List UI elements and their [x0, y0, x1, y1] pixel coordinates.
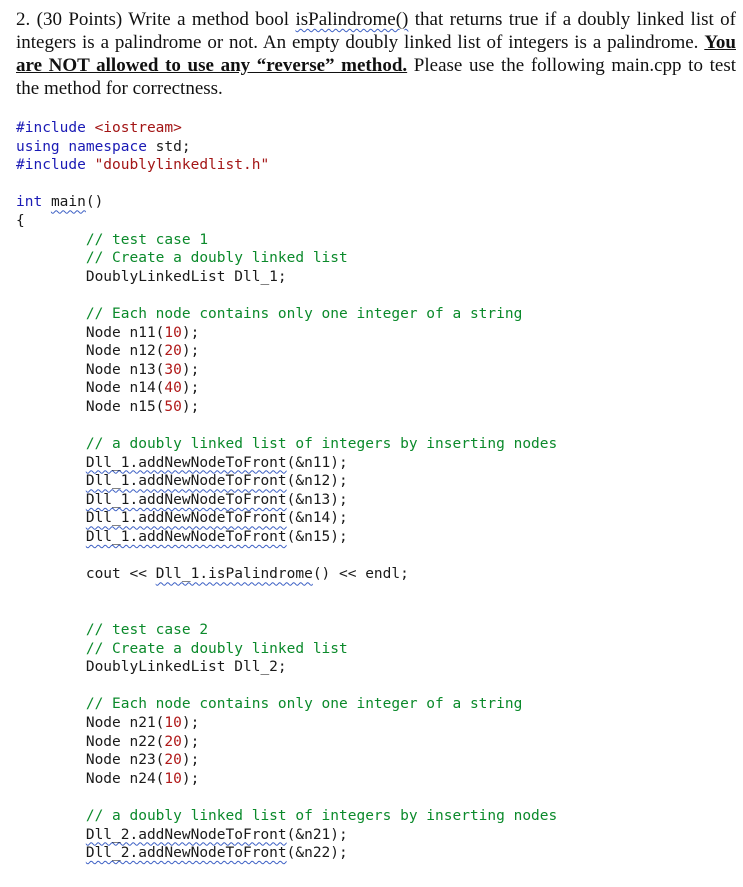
code-text: Node n24( [85, 770, 165, 787]
code-text: ); [181, 752, 200, 769]
code-line-node [16, 714, 557, 733]
code-line-comment [16, 435, 557, 454]
code-line-cout [16, 565, 557, 584]
code-text: (&n11); [286, 454, 348, 471]
code-method-call: Dll_1.addNewNodeToFront [85, 510, 287, 527]
code-comment: // test case 2 [85, 622, 209, 639]
code-line-main-decl [16, 193, 557, 212]
code-line-blank [16, 602, 557, 621]
code-line-insert [16, 844, 557, 863]
code-text: Node n11( [85, 324, 165, 341]
code-line-insert [16, 491, 557, 510]
code-line-comment [16, 249, 557, 268]
code-text: Node n15( [85, 398, 165, 415]
code-line-blank [16, 175, 557, 194]
code-comment: // a doubly linked list of integers by inserting nodes [85, 807, 558, 824]
code-keyword: #include [16, 120, 86, 136]
question-constraint: You are NOT allowed to use any “reverse” method. [16, 32, 736, 76]
code-number: 20 [164, 752, 182, 769]
code-text: (&n13); [286, 491, 348, 508]
code-line-node [16, 342, 557, 361]
code-line-using-namespace [16, 138, 557, 157]
code-text: ); [181, 361, 200, 378]
code-method-call: Dll_2.addNewNodeToFront [85, 826, 287, 843]
code-line-insert [16, 528, 557, 547]
code-method-call: Dll_1.addNewNodeToFront [85, 529, 287, 546]
code-text: Node n22( [85, 733, 165, 750]
question-paragraph [16, 8, 736, 100]
code-text: ); [181, 398, 200, 415]
code-method-call: Dll_1.addNewNodeToFront [85, 491, 287, 508]
code-number: 10 [164, 770, 182, 787]
code-text: ); [181, 733, 200, 750]
code-text: (&n21); [286, 826, 348, 843]
code-line-node [16, 751, 557, 770]
question-method-name: isPalindrome() [295, 9, 409, 30]
code-line-insert [16, 509, 557, 528]
code-line-comment [16, 621, 557, 640]
code-comment: // Create a doubly linked list [85, 250, 348, 267]
code-line-comment [16, 695, 557, 714]
code-number: 30 [164, 361, 182, 378]
code-method-call: Dll_1.isPalindrome [155, 566, 313, 583]
code-text: Node n14( [85, 380, 165, 397]
question-mid: that returns true if a doubly linked list of integers is a palindrome or not. An empty doubly linked list of integers is a palindrome. [16, 9, 736, 53]
code-line-comment [16, 640, 557, 659]
code-text: (&n22); [286, 845, 348, 862]
code-text: std; [146, 138, 191, 155]
code-method-call: Dll_2.addNewNodeToFront [85, 845, 287, 862]
code-line-blank [16, 677, 557, 696]
code-number: 40 [164, 380, 182, 397]
code-line-declaration [16, 658, 557, 677]
code-line-blank [16, 417, 557, 436]
code-line-node [16, 361, 557, 380]
code-line-open-brace [16, 212, 557, 231]
code-comment: // a doubly linked list of integers by inserting nodes [85, 436, 558, 453]
code-line-insert [16, 454, 557, 473]
code-include-target: "doublylinkedlist.h" [94, 157, 270, 174]
code-line-blank [16, 547, 557, 566]
code-main-name: main [50, 194, 86, 211]
code-text: Node n23( [85, 752, 165, 769]
code-comment: // Create a doubly linked list [85, 640, 348, 657]
code-line-blank [16, 788, 557, 807]
code-text: Node n13( [85, 361, 165, 378]
code-text: ); [181, 324, 200, 341]
code-text: Node n21( [85, 715, 165, 731]
code-number: 10 [164, 715, 182, 731]
code-keyword: #include [16, 157, 86, 174]
code-line-node [16, 379, 557, 398]
code-text: DoublyLinkedList Dll_1; [85, 268, 287, 285]
code-line-comment [16, 807, 557, 826]
code-number: 10 [164, 324, 182, 341]
code-text: { [16, 212, 25, 229]
code-text: ); [181, 770, 200, 787]
code-line-include-iostream [16, 119, 557, 138]
code-text: (&n14); [286, 510, 348, 527]
code-method-call: Dll_1.addNewNodeToFront [85, 454, 287, 471]
code-number: 50 [164, 398, 182, 415]
code-number: 20 [164, 343, 182, 360]
code-line-node [16, 398, 557, 417]
code-keyword: int [16, 194, 43, 211]
code-text: Node n12( [85, 343, 165, 360]
code-line-node [16, 733, 557, 752]
code-line-blank [16, 286, 557, 305]
code-line-comment [16, 231, 557, 250]
code-text: ); [181, 343, 200, 360]
code-method-call: Dll_1.addNewNodeToFront [85, 473, 287, 490]
code-text: () << endl; [312, 566, 409, 583]
code-line-node [16, 324, 557, 343]
code-line-comment [16, 305, 557, 324]
code-text: (&n12); [286, 473, 348, 490]
code-text: ); [181, 380, 200, 397]
code-text: () [85, 194, 104, 211]
question-intro: 2. (30 Points) Write a method bool [16, 9, 296, 30]
code-text: (&n15); [286, 529, 348, 546]
code-line-include-header [16, 156, 557, 175]
code-comment: // Each node contains only one integer of a string [85, 696, 523, 713]
code-text: ); [181, 715, 200, 731]
code-line-blank [16, 584, 557, 603]
code-text: cout << [85, 566, 156, 583]
code-line-declaration [16, 268, 557, 287]
code-listing [16, 119, 557, 863]
code-line-insert [16, 472, 557, 491]
code-number: 20 [164, 733, 182, 750]
code-text: DoublyLinkedList Dll_2; [85, 659, 287, 676]
code-line-insert [16, 826, 557, 845]
code-line-node [16, 770, 557, 789]
code-comment: // test case 1 [85, 231, 209, 248]
code-include-target: <iostream> [94, 120, 182, 136]
code-comment: // Each node contains only one integer of a string [85, 305, 523, 322]
question-outro: Please use the following main.cpp to test the method for correctness. [16, 55, 736, 99]
code-keyword: using namespace [16, 138, 147, 155]
